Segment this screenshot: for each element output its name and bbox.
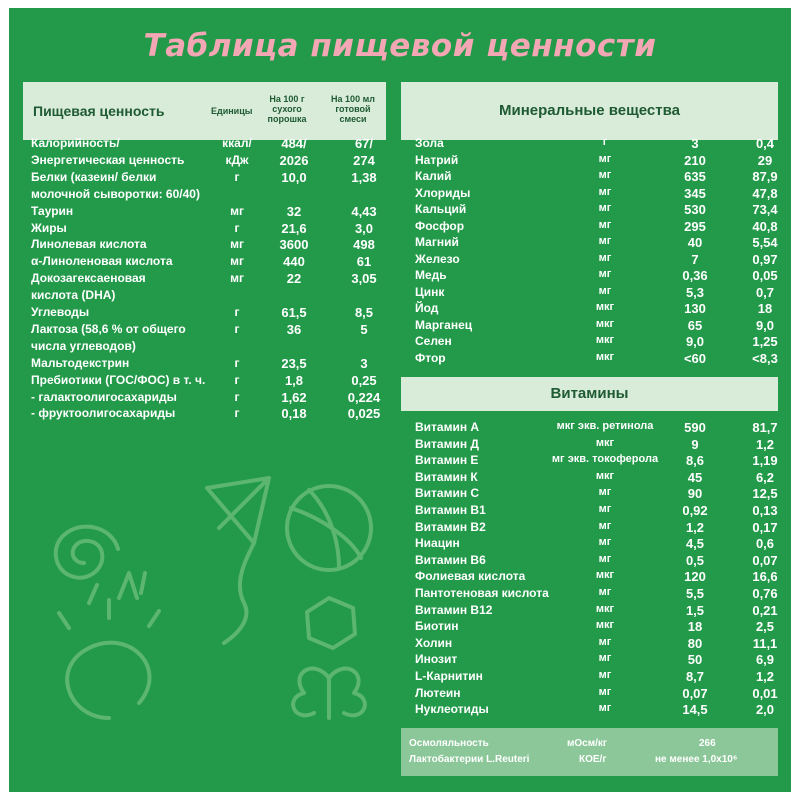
row-value-100g: 80 — [687, 635, 703, 651]
row-value-100g: 5,3 — [685, 284, 705, 300]
row-value-100g: 210 — [684, 152, 706, 168]
row-unit: ккал/ — [222, 136, 252, 150]
row-label: Углеводы — [31, 305, 90, 319]
row-unit: г — [234, 220, 240, 235]
row-value-100g: 14,5 — [682, 702, 708, 718]
row-value-100g: 36 — [286, 321, 302, 337]
row-value-100g: 21,6 — [281, 220, 307, 236]
row-value-100g: 3 — [691, 136, 699, 151]
row-unit: г — [234, 372, 240, 387]
hexagon-icon — [307, 598, 355, 648]
row-value-100g: 120 — [684, 569, 706, 585]
row-value-100g: 345 — [684, 185, 706, 201]
vitamins-title: Витамины — [550, 385, 629, 402]
row-unit: мг — [230, 203, 244, 218]
row-unit: мкг — [595, 350, 615, 363]
row-label: Лактоза (58,6 % от общего — [31, 321, 186, 336]
kite-icon — [207, 478, 269, 543]
row-value-100g: 440 — [283, 254, 305, 270]
row-value-100ml: 0,224 — [347, 389, 381, 405]
row-value-100ml: 61 — [356, 254, 372, 270]
footer-label: Лактобактерии L.Reuteri — [409, 754, 530, 765]
row-unit: мг — [598, 202, 612, 214]
row-label: Калорийность/ — [31, 136, 120, 150]
row-label: Жиры — [31, 220, 67, 235]
row-unit: мг — [598, 268, 612, 280]
row-unit: г — [234, 355, 240, 370]
row-unit: мг — [598, 284, 612, 297]
footer-box — [401, 728, 778, 776]
row-label: Таурин — [31, 203, 74, 218]
row-label: - фруктоолигосахариды — [31, 406, 176, 421]
butterfly-icon — [293, 669, 365, 718]
row-label: Йод — [415, 301, 439, 315]
row-unit: мкг — [595, 334, 615, 346]
row-unit: г — [234, 305, 240, 319]
minerals-header — [401, 82, 778, 140]
row-unit: мг — [598, 486, 612, 499]
row-value-100ml: 2,5 — [755, 619, 775, 635]
row-value-100g: 1,8 — [284, 372, 304, 388]
row-value-100g: 295 — [684, 218, 706, 234]
row-value-100g: 61,5 — [281, 305, 307, 320]
row-label: Инозит — [415, 652, 458, 667]
row-value-100g: 0,36 — [682, 268, 708, 283]
row-value-100ml: 29 — [757, 152, 773, 168]
row-value-100g: 8,6 — [685, 453, 705, 469]
row-label: Биотин — [415, 619, 459, 634]
spiral-icon — [56, 527, 118, 578]
row-label: Кальций — [415, 202, 467, 216]
row-value-100ml: 18 — [757, 301, 773, 316]
row-unit: мг — [598, 702, 612, 715]
row-unit: мкг — [595, 317, 615, 330]
row-unit: мкг — [595, 619, 615, 632]
row-label: Пантотеновая кислота — [415, 586, 549, 600]
row-value-100ml: 87,9 — [752, 169, 778, 184]
row-value-100ml: 5 — [360, 321, 368, 337]
row-label: Докозагексаеновая — [31, 271, 146, 286]
row-unit: мг — [230, 237, 244, 252]
footer-value: не менее 1,0x10⁶ — [655, 754, 738, 765]
row-value-100ml: 498 — [353, 237, 375, 253]
row-unit: мг — [230, 254, 244, 269]
row-label: Витамин В1 — [415, 503, 486, 517]
row-value-100ml: 0,17 — [752, 519, 778, 535]
row-value-100g: 3600 — [279, 237, 309, 253]
footer-value: 266 — [699, 738, 716, 749]
row-value-100ml: 5,54 — [752, 235, 778, 250]
row-value-100g: 10,0 — [281, 169, 307, 185]
row-unit: мг — [598, 503, 612, 515]
row-value-100g: 50 — [687, 652, 703, 668]
kite-tail-icon — [224, 543, 254, 643]
header-nutrition: Пищевая ценность — [33, 103, 165, 119]
row-label: - галактоолигосахариды — [31, 389, 177, 404]
row-label: Марганец — [415, 317, 473, 332]
row-value-100ml: 1,19 — [752, 453, 778, 469]
row-value-100ml: 3,0 — [354, 220, 374, 236]
row-label: Нуклеотиды — [415, 702, 489, 717]
footer-label: Осмоляльность — [409, 738, 489, 749]
row-label: Калий — [415, 169, 452, 183]
vitamins-header — [401, 377, 778, 411]
row-value-100g: 635 — [684, 169, 706, 184]
row-label: Железо — [415, 251, 460, 266]
row-value-100ml: <8,3 — [752, 350, 778, 366]
row-label: Хлориды — [415, 185, 471, 200]
row-value-100g: 0,5 — [685, 552, 705, 568]
row-value-100ml: 8,5 — [354, 305, 374, 320]
row-unit: мг — [230, 271, 244, 286]
left-table-header — [23, 82, 386, 140]
row-label: Зола — [415, 136, 444, 150]
row-unit: мг — [598, 169, 612, 181]
row-value-100ml: 81,7 — [752, 420, 778, 435]
row-unit: мг — [598, 669, 612, 681]
row-value-100ml: 0,76 — [752, 586, 778, 601]
row-unit: г — [234, 321, 240, 336]
row-label: Витамин А — [415, 420, 480, 434]
row-value-100ml: 0,4 — [755, 136, 775, 151]
row-value-100ml: 0,07 — [752, 552, 778, 568]
row-value-100g: 40 — [687, 235, 703, 250]
decorative-doodles — [29, 448, 379, 768]
row-unit: мг — [598, 235, 612, 247]
header-units: Единицы — [211, 106, 253, 116]
row-unit: мкг экв. ретинола — [556, 420, 654, 432]
row-unit: мг — [598, 536, 612, 549]
row-value-100ml: 2,0 — [755, 702, 775, 718]
row-label: Холин — [415, 635, 453, 650]
row-label: Цинк — [415, 284, 445, 299]
row-label: L-Карнитин — [415, 669, 483, 683]
row-unit: мг — [598, 586, 612, 598]
row-value-100ml: 16,6 — [752, 569, 778, 585]
row-value-100g: 590 — [684, 420, 706, 435]
grass-icon — [89, 573, 145, 603]
row-unit: мг — [598, 251, 612, 264]
row-value-100ml: 0,7 — [755, 284, 775, 300]
row-value-100g: 1,2 — [685, 519, 705, 535]
row-value-100g: 32 — [286, 203, 302, 219]
row-value-100ml: 0,01 — [752, 685, 778, 701]
row-unit: г — [234, 389, 240, 404]
row-label: Мальтодекстрин — [31, 355, 130, 370]
row-unit: мг — [598, 552, 612, 565]
row-label: Витамин В2 — [415, 519, 486, 534]
row-value-100g: 1,62 — [281, 389, 307, 405]
row-value-100g: <60 — [683, 350, 707, 366]
row-label: Витамин Е — [415, 453, 479, 468]
row-value-100ml: 9,0 — [755, 317, 775, 333]
row-unit: мг — [598, 185, 612, 198]
row-label: Лютеин — [415, 685, 461, 700]
row-value-100ml: 0,21 — [752, 602, 778, 618]
row-value-100g: 484/ — [281, 136, 307, 151]
row-label: Витамин К — [415, 469, 478, 484]
row-unit: мг экв. токоферола — [551, 453, 659, 466]
row-value-100ml: 6,9 — [755, 652, 775, 668]
row-unit: мг — [598, 218, 612, 231]
row-label: Витамин Д — [415, 436, 479, 451]
row-value-100g: 90 — [687, 486, 703, 502]
row-label: Фтор — [415, 350, 446, 365]
row-unit: мкг — [595, 602, 615, 615]
row-unit: г — [234, 406, 240, 421]
row-value-100g: 8,7 — [685, 669, 705, 684]
row-value-100ml: 0,97 — [752, 251, 778, 267]
minerals-title: Минеральные вещества — [499, 102, 680, 119]
row-unit: мг — [598, 519, 612, 532]
row-unit: мг — [598, 152, 612, 165]
row-value-100g: 45 — [687, 469, 703, 485]
row-value-100g: 7 — [691, 251, 699, 267]
row-value-100g: 530 — [684, 202, 706, 217]
row-unit: мг — [598, 635, 612, 648]
row-value-100g: 5,5 — [685, 586, 705, 601]
page-title: Таблица пищевой ценности — [143, 28, 657, 64]
row-label: α-Линоленовая кислота — [31, 254, 173, 269]
row-unit: мкг — [595, 301, 615, 313]
row-value-100ml: 0,13 — [752, 503, 778, 518]
row-value-100ml: 0,05 — [752, 268, 778, 283]
row-value-100ml: 73,4 — [752, 202, 778, 217]
row-value-100g: 4,5 — [685, 536, 705, 552]
row-unit: мг — [598, 652, 612, 665]
row-label: Витамин В12 — [415, 602, 493, 617]
row-value-100ml: 3,05 — [351, 271, 377, 287]
row-unit: кДж — [225, 152, 249, 167]
row-label: Витамин В6 — [415, 552, 486, 567]
row-value-100ml: 12,5 — [752, 486, 778, 502]
nutrition-panel — [9, 8, 791, 792]
row-label: Пребиотики (ГОС/ФОС) в т. ч. — [31, 372, 206, 387]
row-value-100g: 18 — [687, 619, 703, 635]
row-value-100g: 23,5 — [281, 355, 307, 371]
row-label: Магний — [415, 235, 459, 249]
row-unit: мкг — [595, 436, 615, 449]
sun-icon — [59, 600, 159, 718]
row-unit: г — [234, 169, 240, 184]
row-value-100ml: 1,25 — [752, 334, 778, 349]
header-per100ml: На 100 мл готовой смеси — [331, 94, 375, 124]
row-value-100ml: 0,25 — [351, 372, 377, 388]
row-value-100g: 2026 — [279, 152, 309, 168]
row-value-100ml: 0,6 — [755, 536, 775, 552]
row-value-100ml: 11,1 — [752, 635, 778, 651]
row-value-100ml: 67/ — [354, 136, 374, 151]
header-per100g: На 100 г сухого порошка — [267, 94, 307, 124]
row-value-100ml: 1,2 — [755, 436, 775, 452]
row-label: Медь — [415, 268, 447, 282]
row-value-100ml: 1,2 — [755, 669, 775, 684]
row-label: Энергетическая ценность — [31, 152, 185, 167]
row-label: молочной сыворотки: 60/40) — [31, 186, 200, 201]
row-label: Селен — [415, 334, 452, 348]
row-label: числа углеводов) — [31, 338, 136, 353]
row-value-100g: 1,5 — [685, 602, 705, 618]
row-label: Белки (казеин/ белки — [31, 169, 157, 184]
row-label: Натрий — [415, 152, 459, 167]
row-unit: г — [602, 136, 608, 148]
row-unit: мкг — [595, 469, 615, 482]
row-value-100g: 0,92 — [682, 503, 708, 518]
row-value-100g: 9,0 — [685, 334, 705, 349]
row-value-100ml: 40,8 — [752, 218, 778, 234]
row-value-100ml: 0,025 — [347, 406, 381, 422]
row-value-100ml: 4,43 — [351, 203, 377, 219]
row-label: кислота (DHA) — [31, 288, 116, 303]
row-label: Витамин С — [415, 486, 480, 501]
row-value-100g: 22 — [286, 271, 302, 287]
row-label: Линолевая кислота — [31, 237, 147, 252]
row-value-100g: 0,18 — [281, 406, 307, 422]
row-value-100g: 9 — [691, 436, 699, 452]
row-value-100g: 65 — [687, 317, 703, 333]
row-value-100g: 130 — [684, 301, 706, 316]
row-unit: мг — [598, 685, 612, 698]
row-label: Фосфор — [415, 218, 465, 233]
footer-unit: КОЕ/г — [579, 754, 607, 765]
row-label: Фолиевая кислота — [415, 569, 526, 584]
row-value-100ml: 6,2 — [755, 469, 775, 485]
row-unit: мкг — [595, 569, 615, 582]
row-value-100g: 0,07 — [682, 685, 708, 701]
row-value-100ml: 1,38 — [351, 169, 377, 185]
row-value-100ml: 3 — [360, 355, 368, 371]
row-value-100ml: 47,8 — [752, 185, 778, 201]
row-label: Ниацин — [415, 536, 460, 551]
row-value-100ml: 274 — [353, 152, 375, 168]
footer-unit: мОсм/кг — [567, 738, 608, 749]
